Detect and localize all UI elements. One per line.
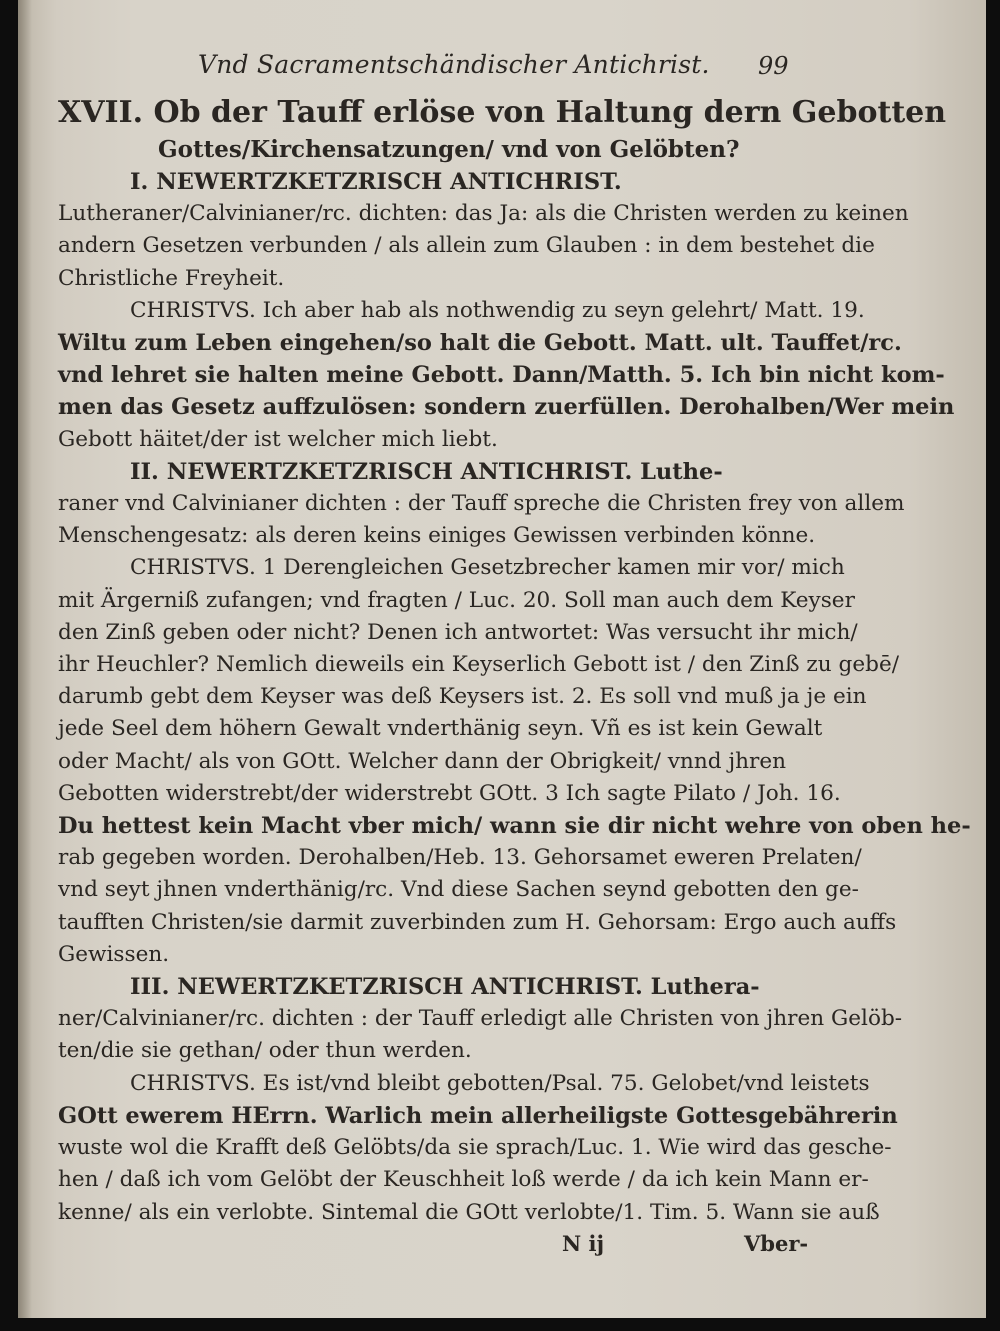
text-line: kenne/ als ein verlobte. Sintemal die GOtt verlobte/1. Tim. 5. Wann sie auß: [58, 1199, 880, 1225]
text-line: ihr Heuchler? Nemlich dieweils ein Keyserlich Gebott ist / den Zinß zu gebē/: [58, 652, 900, 678]
text-line: den Zinß geben oder nicht? Denen ich antwortet: Was versucht ihr mich/: [58, 619, 858, 645]
text-line: Gebotten widerstrebt/der widerstrebt GOtt. 3 Ich sagte Pilato / Joh. 16.: [58, 780, 841, 806]
book-page: [18, 0, 986, 1318]
running-head: Vnd Sacramentschändischer Antichrist.: [198, 50, 710, 79]
catchword: Vber-: [744, 1230, 809, 1256]
page-number: 99: [758, 52, 789, 80]
text-line: Christliche Freyheit.: [58, 265, 285, 291]
text-line: darumb gebt dem Keyser was deß Keysers ist. 2. Es soll vnd muß ja je ein: [58, 684, 867, 710]
text-line: hen / daß ich vom Gelöbt der Keuschheit loß werde / da ich kein Mann er-: [58, 1167, 869, 1193]
section-subheading: Gottes/Kirchensatzungen/ vnd von Gelöbten?: [158, 136, 740, 163]
text-line: CHRISTVS. Es ist/vnd bleibt gebotten/Psal. 75. Gelobet/vnd leistets: [130, 1070, 870, 1096]
page-header: [58, 44, 818, 92]
text-line: Wiltu zum Leben eingehen/so halt die Gebott. Matt. ult. Tauffet/rc.: [58, 330, 902, 357]
text-line: Gebott häitet/der ist welcher mich liebt.: [58, 426, 498, 452]
text-line: andern Gesetzen verbunden / als allein zum Glauben : in dem bestehet die: [58, 233, 875, 259]
text-line: CHRISTVS. 1 Derengleichen Gesetzbrecher kamen mir vor/ mich: [130, 555, 845, 581]
text-line: II. NEWERTZKETZRISCH ANTICHRIST. Luthe-: [130, 458, 723, 485]
text-line: Du hettest kein Macht vber mich/ wann sie dir nicht wehre von oben he-: [58, 813, 971, 840]
text-line: rab gegeben worden. Derohalben/Heb. 13. Gehorsamet eweren Prelaten/: [58, 845, 862, 871]
text-line: III. NEWERTZKETZRISCH ANTICHRIST. Luthera-: [130, 974, 760, 1001]
text-line: GOtt ewerem HErrn. Warlich mein allerheiligste Gottesgebährerin: [58, 1102, 898, 1129]
text-line: wuste wol die Krafft deß Gelöbts/da sie sprach/Luc. 1. Wie wird das gesche-: [58, 1135, 892, 1161]
text-line: I. NEWERTZKETZRISCH ANTICHRIST.: [130, 169, 622, 195]
section-heading: XVII. Ob der Tauff erlöse von Haltung dern Gebotten: [58, 95, 947, 130]
text-line: Gewissen.: [58, 941, 170, 967]
signature-mark: N ij: [562, 1230, 605, 1256]
text-line: men das Gesetz auffzulösen: sondern zuerfüllen. Derohalben/Wer mein: [58, 394, 955, 421]
text-line: jede Seel dem höhern Gewalt vnderthänig seyn. Vñ es ist kein Gewalt: [58, 716, 823, 742]
text-line: ner/Calvinianer/rc. dichten : der Tauff erledigt alle Christen von jhren Gelöb-: [58, 1006, 903, 1032]
text-line: raner vnd Calvinianer dichten : der Tauff spreche die Christen frey von allem: [58, 491, 905, 517]
text-line: ten/die sie gethan/ oder thun werden.: [58, 1038, 472, 1064]
text-line: Menschengesatz: als deren keins einiges Gewissen verbinden könne.: [58, 523, 816, 549]
text-line: taufften Christen/sie darmit zuverbinden zum H. Gehorsam: Ergo auch auffs: [58, 909, 897, 935]
page-text-block: [58, 44, 971, 1263]
text-line: vnd seyt jhnen vnderthänig/rc. Vnd diese Sachen seynd gebotten den ge-: [58, 877, 859, 903]
text-line: mit Ärgerniß zufangen; vnd fragten / Luc. 20. Soll man auch dem Keyser: [58, 587, 855, 613]
text-line: vnd lehret sie halten meine Gebott. Dann/Matth. 5. Ich bin nicht kom-: [58, 362, 945, 389]
page-footer: [58, 1229, 818, 1263]
text-line: Lutheraner/Calvinianer/rc. dichten: das Ja: als die Christen werden zu keinen: [58, 201, 909, 227]
text-line: oder Macht/ als von GOtt. Welcher dann der Obrigkeit/ vnnd jhren: [58, 748, 787, 774]
text-line: CHRISTVS. Ich aber hab als nothwendig zu seyn gelehrt/ Matt. 19.: [130, 297, 865, 323]
